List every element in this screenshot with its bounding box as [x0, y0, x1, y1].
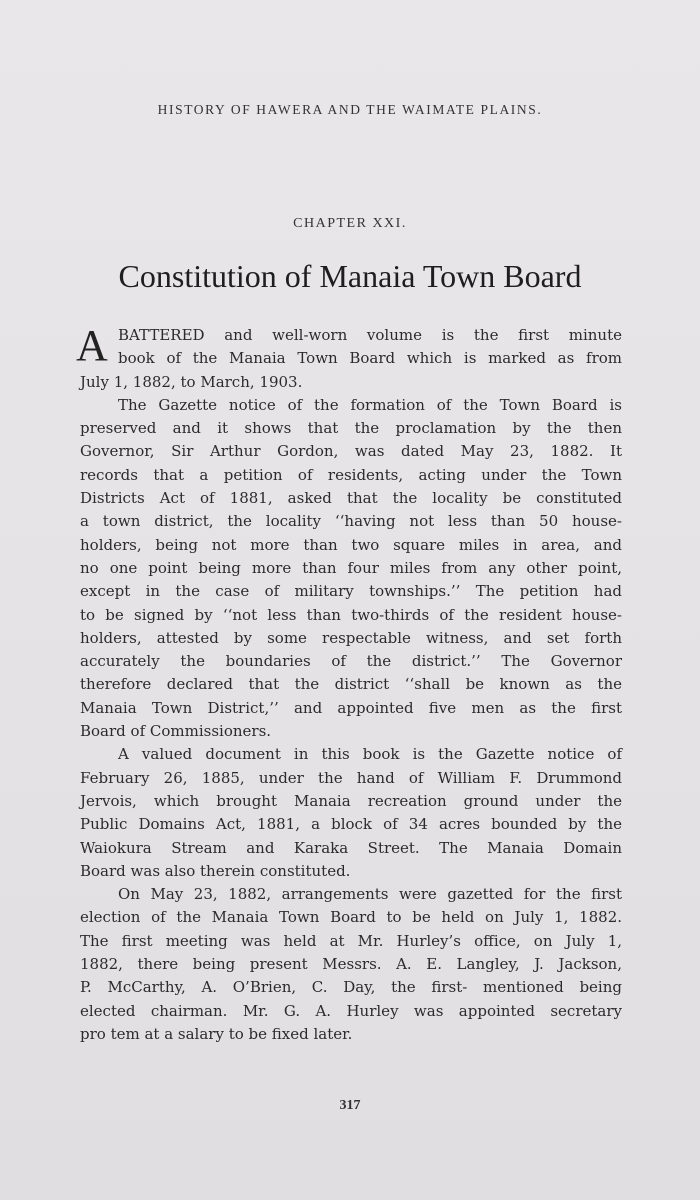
text-line: therefore declared that the district ‘‘shall be known as the — [80, 675, 622, 694]
text-line: Manaia Town District,’’ and appointed five men as the first — [80, 698, 622, 717]
text-line: records that a petition of residents, acting under the Town — [80, 465, 622, 484]
body-text — [76, 321, 622, 1046]
text-line: accurately the boundaries of the district.’’ The Governor — [80, 652, 622, 671]
text-line: July 1, 1882, to March, 1903. — [80, 372, 303, 391]
page-number: 317 — [339, 1098, 361, 1113]
text-line: Public Domains Act, 1881, a block of 34 acres bounded by the — [80, 815, 622, 834]
chapter-label: CHAPTER XXI. — [293, 216, 407, 231]
text-line: February 26, 1885, under the hand of William F. Drummond — [80, 768, 622, 787]
text-line: Jervois, which brought Manaia recreation ground under the — [80, 791, 622, 810]
text-line: On May 23, 1882, arrangements were gazetted for the first — [118, 885, 622, 904]
text-line: The first meeting was held at Mr. Hurley’s office, on July 1, — [80, 931, 622, 950]
running-head: HISTORY OF HAWERA AND THE WAIMATE PLAINS. — [157, 102, 543, 117]
paragraph-4 — [80, 883, 622, 1046]
text-line: book of the Manaia Town Board which is marked as from — [118, 349, 622, 368]
text-line: P. McCarthy, A. O’Brien, C. Day, the first- mentioned being — [80, 978, 622, 997]
text-line: pro tem at a salary to be fixed later. — [80, 1024, 353, 1043]
text-line: no one point being more than four miles from any other point, — [80, 558, 622, 577]
drop-cap: A — [76, 321, 108, 370]
text-line: Waiokura Stream and Karaka Street. The Manaia Domain — [80, 838, 622, 857]
text-line: to be signed by ‘‘not less than two-thirds of the resident house- — [80, 605, 622, 624]
text-line: holders, being not more than two square miles in area, and — [80, 535, 622, 554]
text-line: Districts Act of 1881, asked that the locality be constituted — [80, 489, 622, 508]
text-line: preserved and it shows that the proclamation by the then — [80, 419, 622, 438]
text-line: BATTERED and well-worn volume is the first minute — [118, 326, 622, 344]
text-line: 1882, there being present Messrs. A. E. Langley, J. Jackson, — [80, 955, 622, 974]
paragraph-2 — [80, 394, 622, 743]
text-line: Board was also therein constituted. — [80, 861, 351, 880]
text-line: a town district, the locality ‘‘having not less than 50 house- — [80, 512, 622, 531]
text-line: election of the Manaia Town Board to be held on July 1, 1882. — [80, 908, 622, 927]
chapter-title: Constitution of Manaia Town Board — [118, 258, 582, 294]
paragraph-3 — [80, 743, 622, 883]
text-line: except in the case of military townships.’’ The petition had — [80, 582, 622, 601]
text-line: holders, attested by some respectable witness, and set forth — [80, 628, 622, 647]
paragraph-1 — [76, 321, 622, 394]
text-line: Governor, Sir Arthur Gordon, was dated May 23, 1882. It — [80, 442, 622, 461]
text-line: elected chairman. Mr. G. A. Hurley was appointed secretary — [80, 1001, 622, 1020]
text-line: Board of Commissioners. — [80, 722, 272, 741]
text-line: A valued document in this book is the Gazette notice of — [118, 745, 622, 764]
text-line: The Gazette notice of the formation of the Town Board is — [118, 395, 622, 414]
